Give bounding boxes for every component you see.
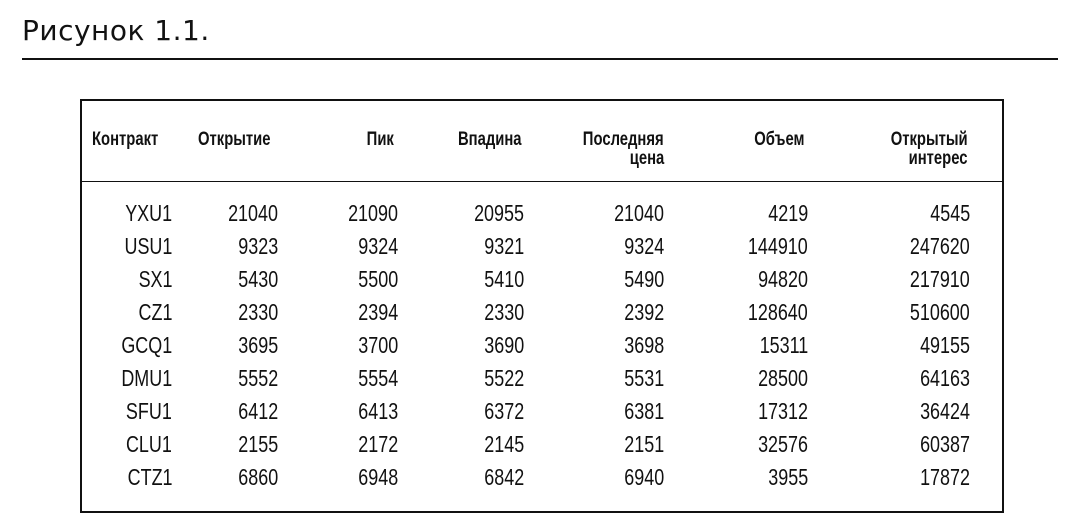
table-cell-last: 9324 — [624, 233, 664, 259]
table-cell-oi: 217910 — [910, 266, 970, 292]
table-cell-high: 6948 — [358, 464, 398, 490]
column-header-low: Впадина — [458, 129, 522, 150]
table-cell-contract: GCQ1 — [121, 332, 172, 358]
table-cell-low: 5410 — [484, 266, 524, 292]
table-cell-oi: 49155 — [920, 332, 970, 358]
table-cell-contract: USU1 — [124, 233, 172, 259]
table-cell-oi: 17872 — [920, 464, 970, 490]
table-cell-open: 3695 — [238, 332, 278, 358]
header-divider — [82, 181, 1002, 182]
table-cell-contract: SX1 — [138, 266, 172, 292]
table-cell-contract: SFU1 — [126, 398, 172, 424]
data-table — [80, 99, 1004, 513]
table-cell-high: 3700 — [358, 332, 398, 358]
table-cell-volume: 3955 — [768, 464, 808, 490]
table-cell-high: 2172 — [358, 431, 398, 457]
table-cell-open: 5430 — [238, 266, 278, 292]
table-cell-low: 2145 — [484, 431, 524, 457]
table-cell-open: 2155 — [238, 431, 278, 457]
table-cell-volume: 144910 — [748, 233, 808, 259]
column-header-volume: Объем — [753, 129, 804, 150]
table-cell-last: 5531 — [624, 365, 664, 391]
table-cell-volume: 94820 — [758, 266, 808, 292]
table-cell-volume: 17312 — [758, 398, 808, 424]
table-cell-open: 2330 — [238, 299, 278, 325]
column-header-high: Пик — [366, 129, 394, 150]
table-cell-low: 9321 — [484, 233, 524, 259]
column-header-oi: Открытый — [891, 129, 968, 150]
table-cell-high: 21090 — [348, 200, 398, 226]
table-cell-last: 2392 — [624, 299, 664, 325]
table-cell-oi: 36424 — [920, 398, 970, 424]
table-cell-contract: CZ1 — [138, 299, 172, 325]
table-cell-low: 20955 — [474, 200, 524, 226]
column-header-oi-line2: интерес — [909, 148, 968, 169]
table-cell-low: 5522 — [484, 365, 524, 391]
table-cell-last: 6381 — [624, 398, 664, 424]
table-cell-oi: 510600 — [910, 299, 970, 325]
column-header-contract: Контракт — [92, 129, 159, 150]
table-cell-high: 9324 — [358, 233, 398, 259]
table-cell-high: 5500 — [358, 266, 398, 292]
table-cell-last: 21040 — [614, 200, 664, 226]
table-cell-contract: YXU1 — [125, 200, 172, 226]
table-cell-high: 2394 — [358, 299, 398, 325]
table-cell-open: 6412 — [238, 398, 278, 424]
table-cell-high: 5554 — [358, 365, 398, 391]
column-header-open: Открытие — [198, 129, 271, 150]
table-cell-oi: 60387 — [920, 431, 970, 457]
table-cell-last: 2151 — [624, 431, 664, 457]
table-cell-high: 6413 — [358, 398, 398, 424]
table-cell-open: 21040 — [228, 200, 278, 226]
table-cell-low: 3690 — [484, 332, 524, 358]
table-cell-contract: CLU1 — [126, 431, 172, 457]
figure-caption: Рисунок 1.1. — [22, 14, 210, 47]
table-cell-contract: CTZ1 — [127, 464, 172, 490]
table-cell-contract: DMU1 — [121, 365, 172, 391]
table-cell-last: 5490 — [624, 266, 664, 292]
table-cell-low: 6372 — [484, 398, 524, 424]
table-cell-last: 3698 — [624, 332, 664, 358]
table-cell-oi: 4545 — [930, 200, 970, 226]
caption-divider — [22, 58, 1058, 60]
table-cell-volume: 15311 — [759, 332, 808, 358]
table-cell-volume: 32576 — [758, 431, 808, 457]
table-cell-oi: 64163 — [920, 365, 970, 391]
table-cell-volume: 128640 — [748, 299, 808, 325]
column-header-last: Последняя — [583, 129, 664, 150]
table-cell-last: 6940 — [624, 464, 664, 490]
table-cell-low: 6842 — [484, 464, 524, 490]
table-cell-open: 5552 — [238, 365, 278, 391]
table-cell-low: 2330 — [484, 299, 524, 325]
table-cell-open: 9323 — [238, 233, 278, 259]
table-cell-volume: 28500 — [758, 365, 808, 391]
table-cell-volume: 4219 — [768, 200, 808, 226]
table-cell-oi: 247620 — [910, 233, 970, 259]
column-header-last-line2: цена — [629, 148, 664, 169]
table-cell-open: 6860 — [238, 464, 278, 490]
